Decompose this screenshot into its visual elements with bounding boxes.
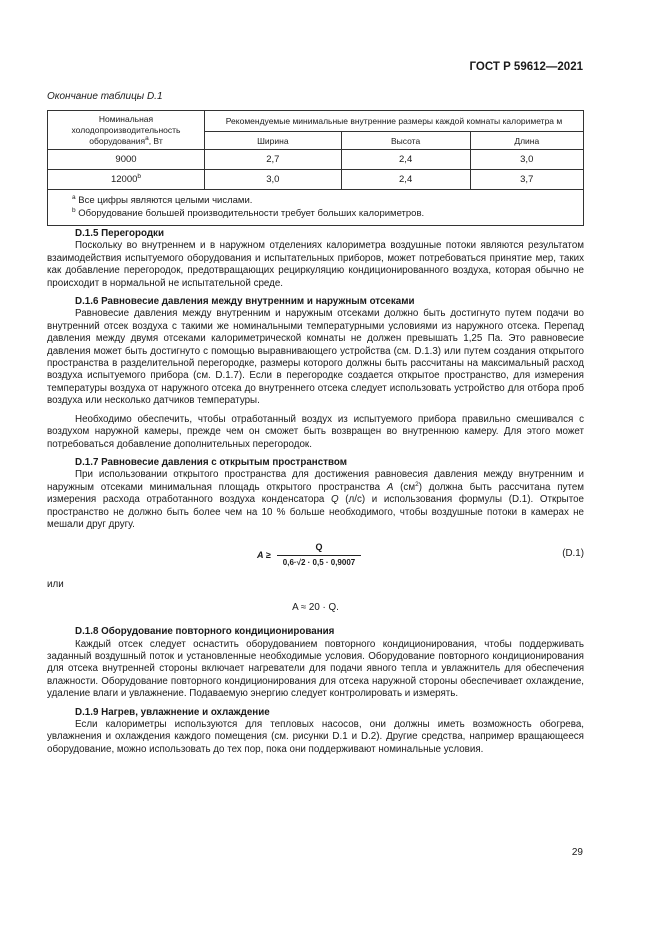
document-body [47,228,584,756]
width-column-header: Ширина [205,132,342,150]
length-column-header: Длина [470,132,583,150]
paragraph: При использовании открытого пространства для достижения равновесия давления между внутренним и наружным отсеками минимальная площадь открытого пространства A $(см^2)$ должна быть рассчитана путем измерения расхода отработанного воздуха конденсатора Q (л/с) и использования формулы (D.1). Открытое пространство не должно быть более чем на 10 % больше необходимого, чтобы воздушные потоки в камерах не мешали друг другу. [47,469,585,530]
section-heading: D.1.5 Перегородки [75,228,164,239]
paragraph: Если калориметры используются для тепловых насосов, они должны иметь возможность обогрева, увлажнения и охлаждения каждого помещения (см. рисунки D.1 и D.2). Другие средства, например вращающееся оборудование, можно использовать до тех пор, пока они поддерживают номинальные условия. [47,719,584,755]
paragraph: Поскольку во внутреннем и в наружном отделениях калориметра воздушные потоки являются результатом взаимодействия испытуемого оборудования и испытательных приборов, может потребоваться принятие мер, таких как добавление перегородок, предотвращающих рециркуляцию кондиционированного воздуха, которая обычно не происходит в нормальной не испытательной среде. [47,240,584,289]
formula-fraction [277,541,361,569]
table-note: $^b$ Оборудование большей производительности требует больших калориметров. [72,207,425,219]
formula-approx: A ≈ 20 · Q. [292,601,339,613]
formula-lhs: A ≥ [257,550,271,561]
table-caption: Окончание таблицы D.1 [47,91,163,102]
page-number: 29 [571,847,583,858]
table-row [48,150,584,170]
capacity-cell: 9000 [48,150,205,170]
formula-number: (D.1) [562,548,584,560]
paragraph: Необходимо обеспечить, чтобы отработанный воздух из испытуемого прибора правильно смешивался с воздухом наружной камеры, прежде чем он сможет быть возвращен во внутреннюю камеру. Для этого может потребоваться добавление дополнительных перегородок. [47,413,584,450]
table-notes [48,190,584,226]
paragraph: Каждый отсек следует оснастить оборудованием повторного кондиционирования, чтобы поддерживать заданный воздушный поток и установленные необходимые условия. Оборудование повторного кондиционирования для отсека внутренней стороны включает нагреватели для подачи явного тепла и увлажнитель для обеспечения влажности. Оборудование повторного кондиционирования для отсека наружной стороны обеспечивает охлаждение, удаление влаги и увлажнение. Подаваемую энергию следует контролировать и измерять. [47,638,584,700]
formula-denominator: 0,6·√2 · 0,5 · 0,9007 [282,557,356,567]
height-cell: 2,4 [341,170,470,190]
dimensions-table [47,110,584,226]
section-heading: D.1.9 Нагрев, увлажнение и охлаждение [75,706,270,718]
height-cell: 2,4 [341,150,470,170]
width-cell: 2,7 [205,150,342,170]
standard-header: ГОСТ Р 59612—2021 [469,61,583,73]
length-cell: 3,0 [470,150,583,170]
paragraph: Равновесие давления между внутренним и наружным отсеками должно быть достигнуто путем подачи во внутренний отсек воздуха с такими же номинальными температурными условиями из наружного отсека. Перепад давления между двумя отсеками калориметрической комнаты не должен превышать 1,25 Па. Это равновесие давления может быть достигнуто с помощью выравнивающего устройства (см. D.1.3) или путем создания открытого пространства в разделительной перегородке, размеры которого должны быть рассчитаны на максимальный расход воздуха испытуемого прибора (см. D.1.7). Если в перегородке создается открытое пространство, для измерения температуры воздуха от наружного отсека до внутреннего отсека следует использовать устройство для отбора проб воздуха или несколько датчиков температуры. [47,308,584,407]
section-heading: D.1.8 Оборудование повторного кондиционирования [75,626,335,638]
formula-d1 [47,541,584,571]
formula-numerator: Q [277,541,361,555]
section-heading: D.1.6 Равновесие давления между внутренним и наружным отсеками [75,296,415,308]
width-cell: 3,0 [205,170,342,190]
height-column-header: Высота [341,132,470,150]
table-note: $^a$ Все цифры являются целыми числами. [72,194,253,206]
dimensions-group-header: Рекомендуемые минимальные внутренние размеры каждой комнаты калориметра м [205,111,584,132]
table-row [48,170,584,190]
section-heading: D.1.7 Равновесие давления с открытым пространством [75,456,347,468]
length-cell: 3,7 [470,170,583,190]
capacity-column-header: Номинальная холодопроизводительность оборудования$^a$, Вт [48,111,205,150]
capacity-cell: 12000$^b$ [48,170,205,190]
or-text: или [47,579,64,591]
